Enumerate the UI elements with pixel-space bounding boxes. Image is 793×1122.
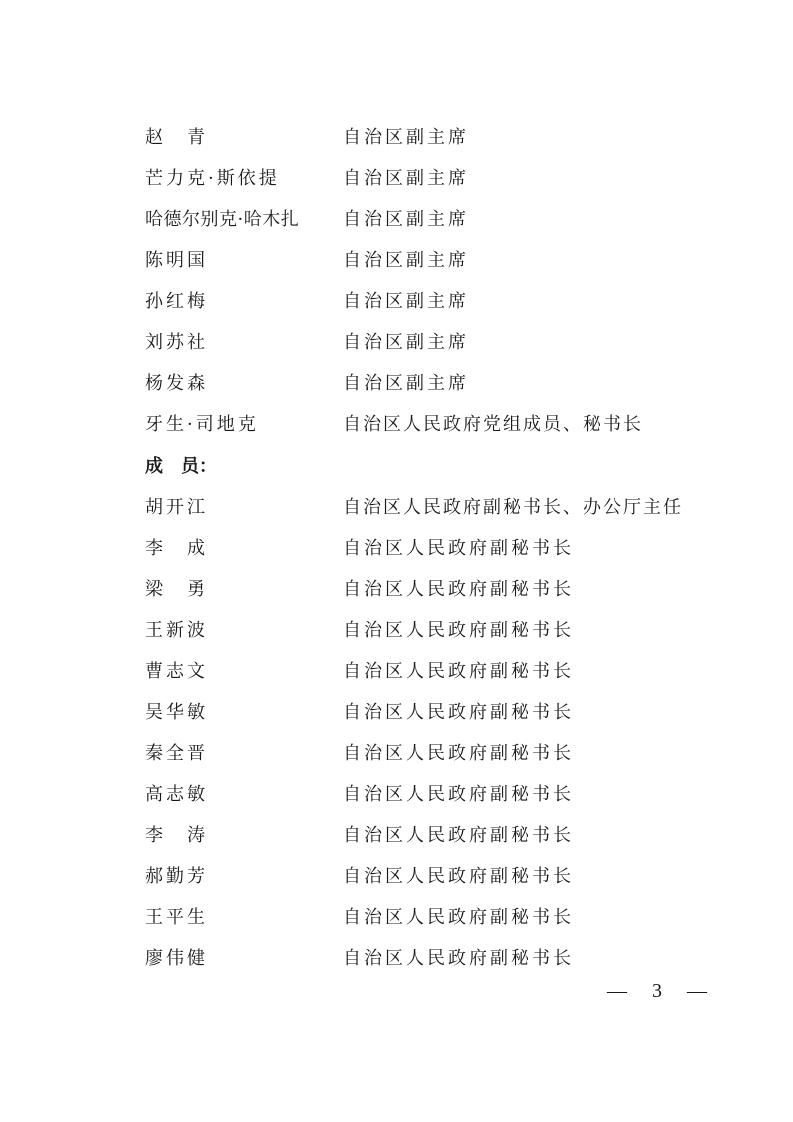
person-title: 自治区人民政府副秘书长、办公厅主任 <box>343 497 683 518</box>
person-name: 芒力克·斯依提 <box>145 168 280 189</box>
person-title: 自治区副主席 <box>343 332 469 353</box>
person-title: 自治区人民政府副秘书长 <box>343 579 574 600</box>
person-title: 自治区副主席 <box>343 127 469 148</box>
member-row <box>145 903 705 933</box>
person-name: 胡开江 <box>145 497 208 518</box>
person-name: 曹志文 <box>145 661 208 682</box>
person-name: 吴华敏 <box>145 702 208 723</box>
leader-row <box>145 205 705 235</box>
person-title: 自治区人民政府副秘书长 <box>343 702 574 723</box>
member-row <box>145 493 705 523</box>
person-title: 自治区人民政府副秘书长 <box>343 661 574 682</box>
person-name: 陈明国 <box>145 250 208 271</box>
member-row <box>145 657 705 687</box>
member-row <box>145 739 705 769</box>
person-name: 刘苏社 <box>145 332 208 353</box>
members-heading: 成 员： <box>145 456 217 477</box>
leader-row <box>145 287 705 317</box>
member-row <box>145 698 705 728</box>
leader-row <box>145 246 705 276</box>
leader-row <box>145 369 705 399</box>
member-row <box>145 616 705 646</box>
member-row <box>145 862 705 892</box>
person-title: 自治区人民政府副秘书长 <box>343 948 574 969</box>
person-name: 郝勤芳 <box>145 866 208 887</box>
person-title: 自治区人民政府副秘书长 <box>343 538 574 559</box>
person-name: 李 成 <box>145 538 208 559</box>
person-name: 孙红梅 <box>145 291 208 312</box>
person-title: 自治区人民政府副秘书长 <box>343 620 574 641</box>
member-row <box>145 821 705 851</box>
person-name: 杨发森 <box>145 373 208 394</box>
person-title: 自治区人民政府副秘书长 <box>343 743 574 764</box>
leader-row <box>145 328 705 358</box>
leader-row <box>145 410 705 440</box>
person-name: 王平生 <box>145 907 208 928</box>
person-name: 廖伟健 <box>145 948 208 969</box>
leader-row <box>145 164 705 194</box>
person-title: 自治区副主席 <box>343 209 469 230</box>
member-row <box>145 575 705 605</box>
member-row <box>145 534 705 564</box>
person-title: 自治区人民政府副秘书长 <box>343 866 574 887</box>
person-title: 自治区人民政府副秘书长 <box>343 784 574 805</box>
person-title: 自治区副主席 <box>343 250 469 271</box>
leader-row <box>145 123 705 153</box>
person-name: 牙生·司地克 <box>145 414 259 435</box>
person-title: 自治区副主席 <box>343 291 469 312</box>
person-name: 高志敏 <box>145 784 208 805</box>
person-title: 自治区副主席 <box>343 168 469 189</box>
member-row <box>145 944 705 974</box>
person-title: 自治区人民政府副秘书长 <box>343 825 574 846</box>
person-name: 李 涛 <box>145 825 208 846</box>
person-title: 自治区人民政府党组成员、秘书长 <box>343 414 643 435</box>
person-name: 秦全晋 <box>145 743 208 764</box>
person-title: 自治区人民政府副秘书长 <box>343 907 574 928</box>
person-title: 自治区副主席 <box>343 373 469 394</box>
person-name: 哈德尔别克·哈木扎 <box>145 209 300 230</box>
person-name: 梁 勇 <box>145 579 208 600</box>
member-row <box>145 780 705 810</box>
person-name: 赵 青 <box>145 127 208 148</box>
page-number: — 3 — <box>607 980 717 1002</box>
person-name: 王新波 <box>145 620 208 641</box>
